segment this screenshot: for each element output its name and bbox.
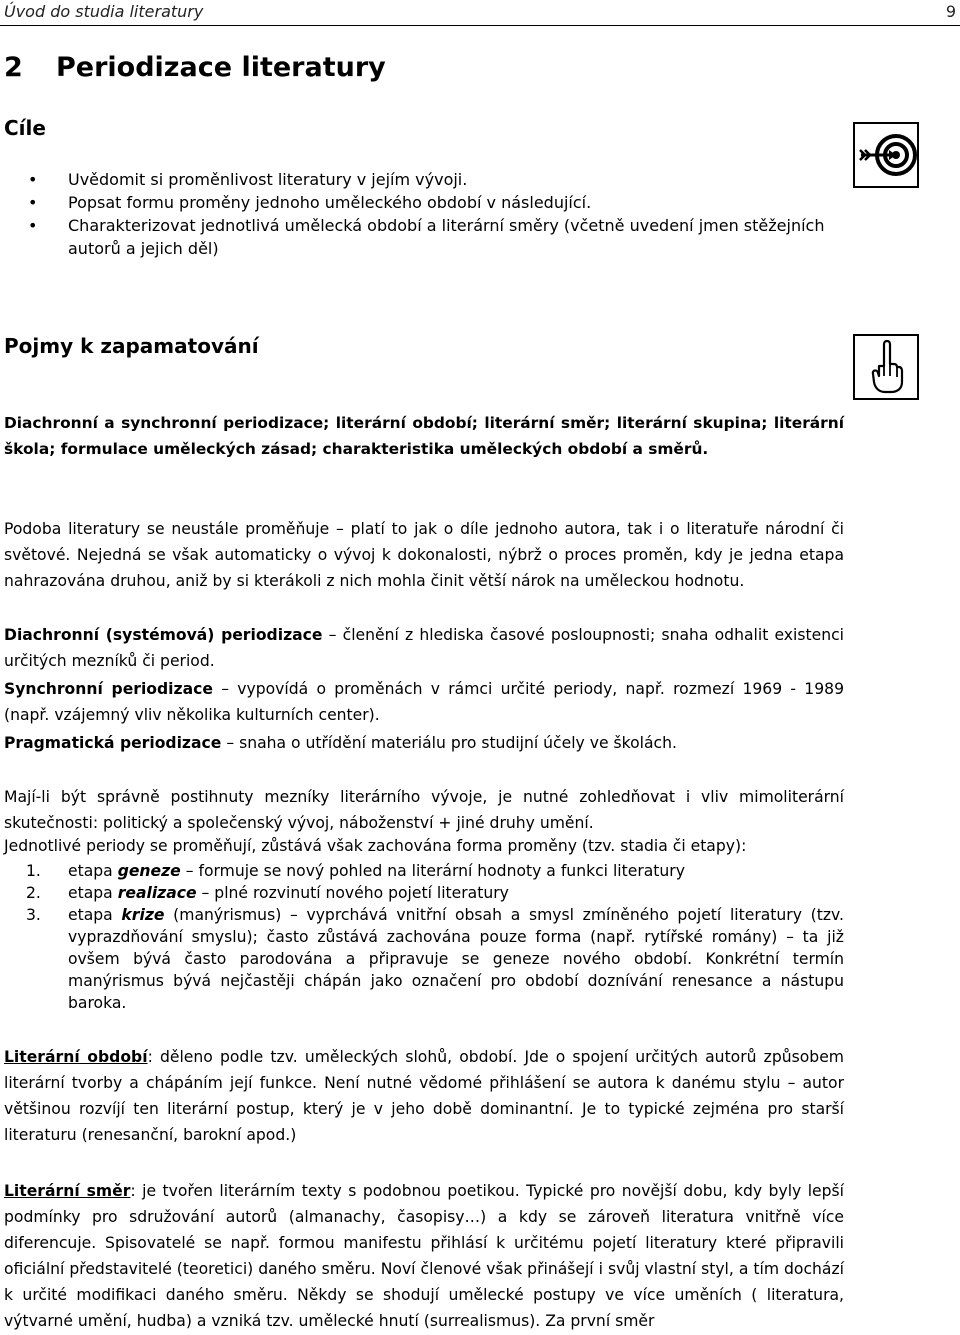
page-number: 9	[945, 2, 956, 21]
goals-heading: Cíle	[4, 116, 46, 140]
target-arrow-icon	[853, 122, 919, 188]
stage-term: geneze	[117, 862, 181, 880]
goals-list	[24, 168, 860, 260]
obdobi-paragraph: Literární období: děleno podle tzv. uměleckých slohů, období. Jde o spojení určitých autorů způsobem literární tvorby a chápáním její funkce. Není nutné vědomé přihlášení se autora k danému stylu – autor většinou rozvíjí ten literární postup, který je v jeho době dominantní. Je to typické zejména pro starší literaturu (renesanční, barokní apod.)	[4, 1048, 844, 1144]
term-obdobi: Literární období	[4, 1048, 148, 1066]
chapter-title	[4, 52, 386, 83]
page-header	[0, 0, 960, 26]
chapter-number: 2	[4, 52, 23, 83]
term-diachronni: Diachronní (systémová) periodizace	[4, 626, 323, 644]
goal-item: • Uvědomit si proměnlivost literatury v jejím vývoji.	[24, 168, 860, 191]
stage-item: 2. etapa realizace – plné rozvinutí nového pojetí literatury	[26, 884, 509, 902]
terms-heading: Pojmy k zapamatování	[4, 334, 259, 358]
chapter-title-text: Periodizace literatury	[56, 52, 386, 83]
term-pragmaticka: Pragmatická periodizace	[4, 734, 222, 752]
term-synchronni: Synchronní periodizace	[4, 680, 213, 698]
pointing-hand-icon	[853, 334, 919, 400]
intro-paragraph: Podoba literatury se neustále proměňuje – platí to jak o díle jednoho autora, tak i o literatuře národní či světové. Nejedná se však automaticky o vývoj k dokonalosti, nýbrž o proces proměn, kdy je jedna etapa nahrazována druhou, aniž by si kterákoli z nich mohla činit větší nárok na uměleckou hodnotu.	[4, 520, 844, 590]
definition-diachronni: Diachronní (systémová) periodizace – členění z hlediska časové posloupnosti; snaha odhalit existenci určitých mezníků či period.	[4, 626, 844, 670]
definition-synchronni: Synchronní periodizace – vypovídá o proměnách v rámci určité periody, např. rozmezí 1969 - 1989 (např. vzájemný vliv několika kulturních center).	[4, 680, 844, 724]
stage-item: 1. etapa geneze – formuje se nový pohled na literární hodnoty a funkci literatury	[26, 862, 685, 880]
goal-item: • Charakterizovat jednotlivá umělecká období a literární směry (včetně uvedení jmen stěžejních autorů a jejich děl)	[24, 214, 860, 260]
header-title: Úvod do studia literatury	[4, 2, 204, 21]
definition-pragmaticka: Pragmatická periodizace – snaha o utřídění materiálu pro studijní účely ve školách.	[4, 734, 677, 752]
stages-intro: Jednotlivé periody se proměňují, zůstává však zachována forma proměny (tzv. stadia či etapy):	[4, 837, 747, 855]
term-smer: Literární směr	[4, 1182, 131, 1200]
terms-list: Diachronní a synchronní periodizace; literární období; literární směr; literární skupina; literární škola; formulace uměleckých zásad; charakteristika uměleckých období a směrů.	[4, 414, 844, 458]
stage-item: 3. etapa krize (manýrismus) – vyprchává vnitřní obsah a smysl zmíněného pojetí literatury (tzv. vyprazdňování smyslu); často zůstává zachována pouze forma (např. rytířské romány) – ta již ovšem bývá často parodována a připravuje se geneze nového období. Konkrétní termín manýrismus bývá nejčastěji chápán jako označení pro období doznívání renesance a nástupu baroka.	[26, 906, 844, 1012]
stage-term: realizace	[117, 884, 197, 902]
smer-paragraph: Literární směr: je tvořen literárním texty s podobnou poetikou. Typické pro novější dobu, kdy byly lepší podmínky pro sdružování autorů (almanachy, časopisy…) a kdy se zároveň literatura vnitřně více diferencuje. Spisovatelé se např. formou manifestu přihlásí k určitému pojetí literatury které připravili oficiální představitelé (teoretici) daného směru. Noví členové však přinášejí i svůj vlastní styl, a tím dochází k určité modifikaci daného směru. Někdy se shodují umělecké postupy ve více uměních ( literatura, výtvarné umění, hudba) a vzniká tzv. umělecké hnutí (surrealismus). Za první směr	[4, 1182, 844, 1330]
stage-term: krize	[121, 906, 165, 924]
goal-item: • Popsat formu proměny jednoho uměleckého období v následující.	[24, 191, 860, 214]
milestones-paragraph: Mají-li být správně postihnuty mezníky literárního vývoje, je nutné zohledňovat i vliv mimoliterární skutečnosti: politický a společenský vývoj, náboženství + jiné druhy umění.	[4, 788, 844, 832]
